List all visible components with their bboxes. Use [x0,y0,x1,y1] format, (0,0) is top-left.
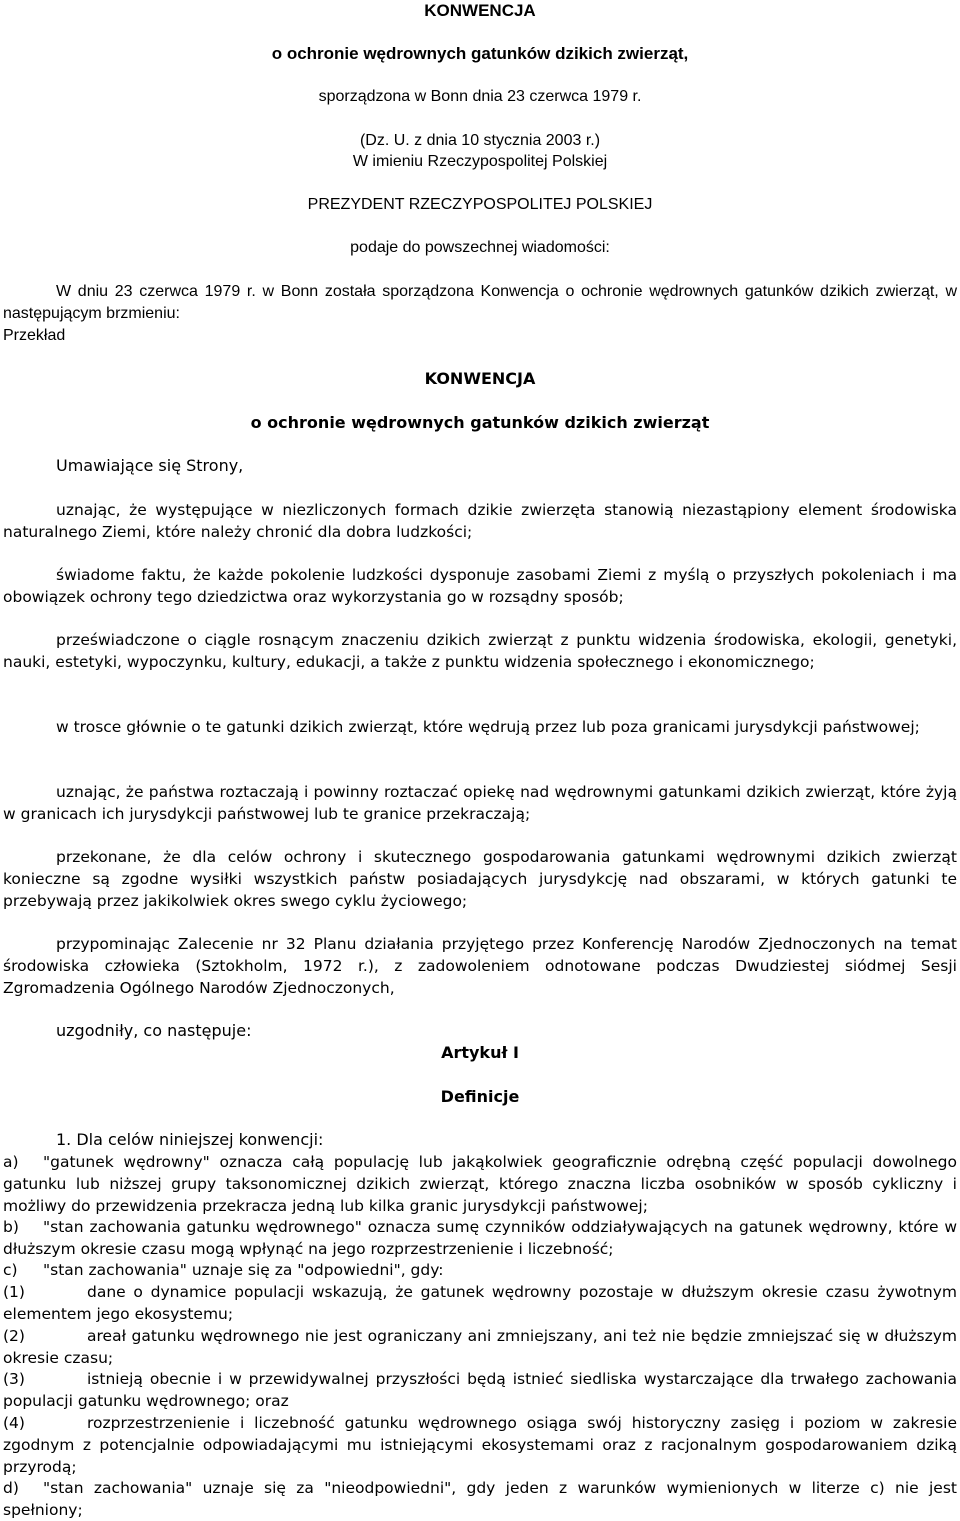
definition-item [3,1281,957,1325]
intro-text: W dniu 23 czerwca 1979 r. w Bonn została sporządzona Konwencja o ochronie wędrownych gatunków dzikich zwierząt, w następującym brzmieniu: [3,283,957,322]
definition-item [3,1477,957,1521]
preamble-paragraph: świadome faktu, że każde pokolenie ludzkości dysponuje zasobami Ziemi z myślą o przyszłych pokoleniach i ma obowiązek ochrony tego dziedzictwa oraz wykorzystania go w rozsądny sposób; [3,566,957,606]
definition-item [3,1325,957,1369]
definition-item [3,1412,957,1478]
item-text: "gatunek wędrowny" oznacza całą populację lub jakąkolwiek geograficznie odrębną część populacji dowolnego gatunku lub niższej grupy taksonomicznej dzikich zwierząt, którego znaczna liczba osobników w sposób cykliczny i możliwy do przewidzenia przekracza jedną lub kilka granic jurysdykcji państwowej; [3,1153,957,1215]
preamble-paragraph: w trosce głównie o te gatunki dzikich zwierząt, które wędrują przez lub poza granicami jurysdykcji państwowej; [56,718,920,736]
preamble-paragraph: przeświadczone o ciągle rosnącym znaczeniu dzikich zwierząt z punktu widzenia środowiska, ekologii, genetyki, nauki, estetyki, wypoczynku, kultury, edukacji, a także z punktu widzenia społecznego i ekonomicznego; [3,631,957,671]
agreed-text: uzgodniły, co następuje: [56,1021,252,1040]
item-text: istnieją obecnie i w przewidywalnej przyszłości będą istnieć siedliska wystarczające dla trwałego zachowania populacji gatunku wędrownego; oraz [3,1370,957,1410]
item-label: b) [3,1218,19,1236]
item-text: areał gatunku wędrownego nie jest ograniczany ani zmniejszany, ani też nie będzie zmniejszać się w dłuższym okresie czasu; [3,1327,957,1367]
item-text: rozprzestrzenienie i liczebność gatunku wędrownego osiąga swój historyczny zasięg i poziom w zakresie zgodnym z potencjalnie odpowiadającymi mu istniejącymi ekosystemami oraz z racjonalnym gospodarowaniem dziką przyrodą; [3,1414,957,1476]
preamble-paragraph: uznając, że występujące w niezliczonych formach dzikie zwierzęta stanowią niezastąpiony element środowiska naturalnego Ziemi, które należy chronić dla dobra ludzkości; [3,501,957,541]
item-label: a) [3,1153,19,1171]
item-label: (3) [3,1370,25,1388]
header-journal: (Dz. U. z dnia 10 stycznia 2003 r.) [359,132,601,149]
article-heading: Definicje [440,1087,520,1106]
preamble-paragraph: przekonane, że dla celów ochrony i skutecznego gospodarowania gatunkami wędrownymi dzikich zwierząt konieczne są zgodne wysiłki wszystkich państw posiadających jurysdykcję nad obszarami, w których gatunki te przebywają przez jakikolwiek okres swego cyklu życiowego; [3,848,957,910]
convention-subtitle: o ochronie wędrownych gatunków dzikich zwierząt [250,413,710,432]
definition-item [3,1259,957,1281]
article-title: Artykuł I [441,1043,519,1062]
item-label: (2) [3,1327,25,1345]
item-text: dane o dynamice populacji wskazują, że gatunek wędrowny pozostaje w dłuższym okresie czasu żywotnym elementem jego ekosystemu; [3,1283,957,1323]
convention-title: KONWENCJA [424,369,536,388]
intro-translation: Przekład [3,327,66,344]
header-title: KONWENCJA [424,1,536,20]
preamble-paragraph: przypominając Zalecenie nr 32 Planu działania przyjętego przez Konferencję Narodów Zjednoczonych na temat środowiska człowieka (Sztokholm, 1972 r.), z zadowoleniem odnotowane podczas Dwudziestej siódmej Sesji Zgromadzenia Ogólnego Narodów Zjednoczonych, [3,935,957,997]
item-text: "stan zachowania gatunku wędrownego" oznacza sumę czynników oddziaływających na gatunek wędrowny, które w dłuższym okresie czasu mogą wpłynąć na jego rozprzestrzenienie i liczebność; [3,1218,957,1258]
definition-item [3,1151,957,1217]
item-text: "stan zachowania" uznaje się za "nieodpowiedni", gdy jeden z warunków wymienionych w literze c) nie jest spełniony; [3,1479,957,1519]
item-label: c) [3,1261,18,1279]
item-label: (1) [3,1283,25,1301]
definition-item [3,1368,957,1412]
definition-item [3,1216,957,1260]
header-subtitle: o ochronie wędrownych gatunków dzikich zwierząt, [271,44,689,63]
header-announces: podaje do powszechnej wiadomości: [350,239,610,256]
header-in-name: W imieniu Rzeczypospolitej Polskiej [352,153,608,170]
header-president: PREZYDENT RZECZYPOSPOLITEJ POLSKIEJ [307,196,653,213]
item-label: d) [3,1479,19,1497]
preamble-paragraph: uznając, że państwa roztaczają i powinny roztaczać opiekę nad wędrownymi gatunkami dzikich zwierząt, które żyją w granicach ich jurysdykcji państwowej lub te granice przekraczają; [3,783,957,823]
convention-parties: Umawiające się Strony, [56,456,244,475]
header-signed: sporządzona w Bonn dnia 23 czerwca 1979 r. [318,88,642,105]
article-para-1: 1. Dla celów niniejszej konwencji: [56,1130,324,1149]
item-text: "stan zachowania" uznaje się za "odpowiedni", gdy: [43,1261,444,1279]
item-label: (4) [3,1414,25,1432]
